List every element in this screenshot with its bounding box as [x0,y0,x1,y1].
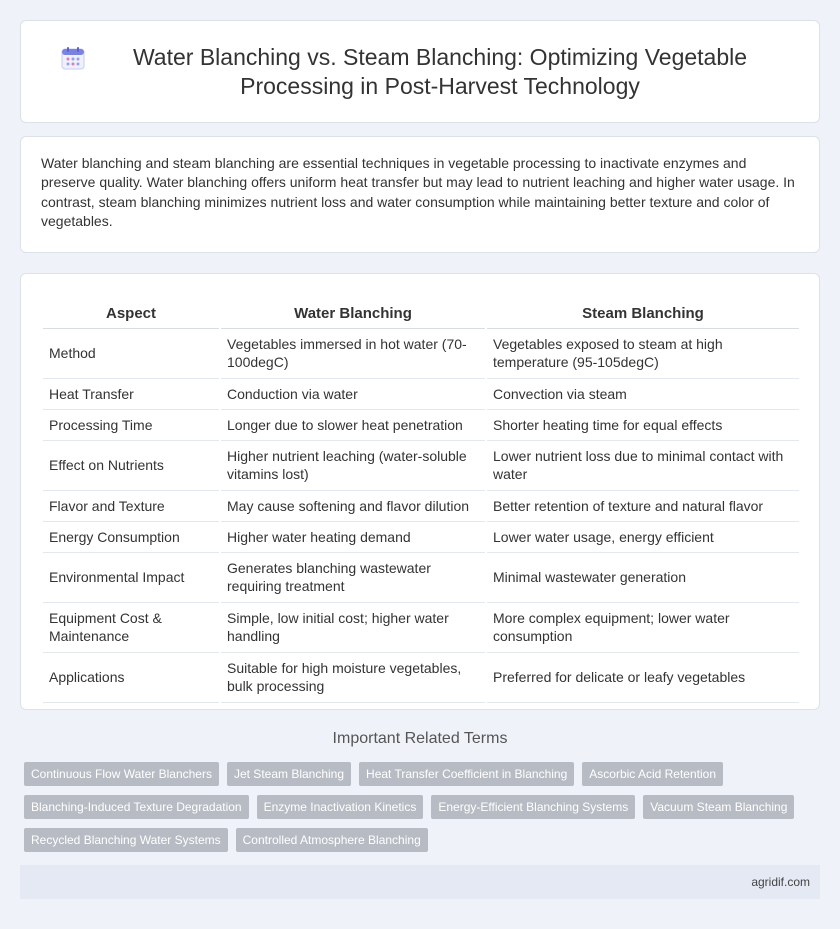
related-term-tag[interactable]: Enzyme Inactivation Kinetics [257,795,424,819]
table-header-row [43,294,799,328]
water-blanching-cell: May cause softening and flavor dilution [220,490,486,521]
title-card [20,20,820,123]
related-term-tag[interactable]: Jet Steam Blanching [227,762,351,786]
water-blanching-cell: Higher nutrient leaching (water-soluble vitamins lost) [220,440,486,490]
related-term-tag[interactable]: Vacuum Steam Blanching [643,795,794,819]
related-term-tag[interactable]: Energy-Efficient Blanching Systems [431,795,635,819]
aspect-cell: Energy Consumption [43,521,220,552]
related-terms-list [24,762,814,852]
steam-blanching-cell: Better retention of texture and natural flavor [486,490,799,521]
column-header-water-blanching: Water Blanching [220,294,486,328]
comparison-table [43,294,799,703]
steam-blanching-cell: Minimal wastewater generation [486,552,799,602]
related-term-tag[interactable]: Blanching-Induced Texture Degradation [24,795,249,819]
intro-paragraph: Water blanching and steam blanching are essential techniques in vegetable processing to inactivate enzymes and preserve quality. Water blanching offers uniform heat transfer but may lead to nutrient leaching and higher water usage. In contrast, steam blanching minimizes nutrient loss and water consumption while maintaining better texture and color of vegetables. [41,155,795,229]
related-term-tag[interactable]: Heat Transfer Coefficient in Blanching [359,762,574,786]
table-row [43,328,799,378]
water-blanching-cell: Longer due to slower heat penetration [220,409,486,440]
water-blanching-cell: Vegetables immersed in hot water (70-100degC) [220,328,486,378]
column-header-aspect: Aspect [43,294,220,328]
aspect-cell: Method [43,328,220,378]
intro-card [20,136,820,253]
table-row [43,652,799,702]
water-blanching-cell: Suitable for high moisture vegetables, bulk processing [220,652,486,702]
aspect-cell: Processing Time [43,409,220,440]
table-row [43,521,799,552]
aspect-cell: Flavor and Texture [43,490,220,521]
footer-site-link[interactable]: agridif.com [751,875,810,889]
water-blanching-cell: Conduction via water [220,378,486,409]
steam-blanching-cell: Lower nutrient loss due to minimal contact with water [486,440,799,490]
column-header-steam-blanching: Steam Blanching [486,294,799,328]
comparison-table-card [20,273,820,710]
table-row [43,440,799,490]
aspect-cell: Environmental Impact [43,552,220,602]
steam-blanching-cell: Lower water usage, energy efficient [486,521,799,552]
footer [20,865,820,899]
table-row [43,378,799,409]
steam-blanching-cell: Convection via steam [486,378,799,409]
water-blanching-cell: Simple, low initial cost; higher water handling [220,602,486,652]
related-term-tag[interactable]: Recycled Blanching Water Systems [24,828,228,852]
related-term-tag[interactable]: Ascorbic Acid Retention [582,762,723,786]
aspect-cell: Heat Transfer [43,378,220,409]
aspect-cell: Applications [43,652,220,702]
calendar-icon [60,45,86,71]
related-term-tag[interactable]: Controlled Atmosphere Blanching [236,828,428,852]
title-wrap [60,43,780,101]
steam-blanching-cell: More complex equipment; lower water consumption [486,602,799,652]
aspect-cell: Equipment Cost & Maintenance [43,602,220,652]
related-terms-heading: Important Related Terms [332,730,508,747]
steam-blanching-cell: Shorter heating time for equal effects [486,409,799,440]
aspect-cell: Effect on Nutrients [43,440,220,490]
page-title: Water Blanching vs. Steam Blanching: Optimizing Vegetable Processing in Post-Harvest Technology [132,43,748,99]
table-row [43,602,799,652]
steam-blanching-cell: Preferred for delicate or leafy vegetables [486,652,799,702]
table-row [43,409,799,440]
water-blanching-cell: Higher water heating demand [220,521,486,552]
table-row [43,552,799,602]
water-blanching-cell: Generates blanching wastewater requiring treatment [220,552,486,602]
steam-blanching-cell: Vegetables exposed to steam at high temperature (95-105degC) [486,328,799,378]
related-term-tag[interactable]: Continuous Flow Water Blanchers [24,762,219,786]
table-row [43,490,799,521]
